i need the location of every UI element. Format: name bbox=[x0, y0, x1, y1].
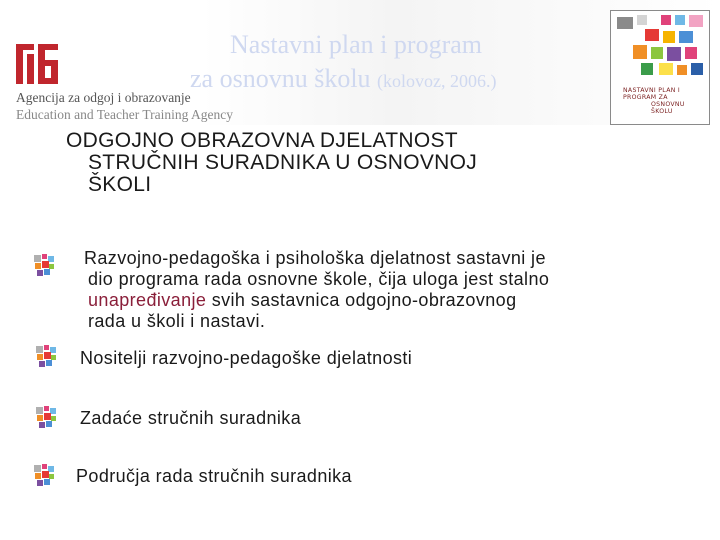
slide-heading-line2: STRUČNIH SURADNIKA U OSNOVNOJ bbox=[88, 151, 478, 174]
agency-name-en: Education and Teacher Training Agency bbox=[16, 107, 234, 122]
program-cover-thumbnail bbox=[610, 10, 710, 125]
program-title-line2 bbox=[190, 64, 497, 94]
bullet-mosaic-icon bbox=[34, 344, 58, 368]
paragraph-line3-rest: svih sastavnica odgojno-obrazovnog bbox=[206, 290, 517, 310]
slide-heading bbox=[66, 130, 626, 196]
agency-name-hr: Agencija za odgoj i obrazovanje bbox=[16, 90, 191, 105]
cover-title bbox=[623, 87, 703, 115]
list-item-podrucja: Područja rada stručnih suradnika bbox=[76, 466, 352, 486]
paragraph-line4: rada u školi i nastavi. bbox=[88, 311, 266, 331]
cover-title-line3: OSNOVNU bbox=[651, 101, 685, 108]
bullet-mosaic-icon bbox=[32, 253, 56, 277]
program-title-date: (kolovoz, 2006.) bbox=[377, 71, 497, 91]
slide-heading-line1: ODGOJNO OBRAZOVNA DJELATNOST bbox=[66, 129, 458, 152]
cover-title-line1: NASTAVNI PLAN I bbox=[623, 87, 681, 94]
cover-title-line2: PROGRAM ZA bbox=[623, 94, 668, 101]
paragraph-line2: dio programa rada osnovne škole, čija uloga jest stalno bbox=[88, 269, 550, 289]
paragraph-line1: Razvojno-pedagoška i psihološka djelatnost sastavni je bbox=[84, 248, 546, 268]
bullet-mosaic-icon bbox=[34, 405, 58, 429]
slide-paragraph bbox=[84, 248, 694, 332]
slide-heading-line3: ŠKOLI bbox=[88, 173, 152, 196]
list-item-nositelji: Nositelji razvojno-pedagoške djelatnosti bbox=[80, 348, 413, 368]
paragraph-line3 bbox=[84, 290, 694, 311]
highlight-unapredivanje: unapređivanje bbox=[88, 290, 207, 310]
bullet-mosaic-icon bbox=[32, 463, 56, 487]
program-title-line1: Nastavni plan i program bbox=[230, 30, 482, 59]
cover-title-line4: ŠKOLU bbox=[651, 108, 673, 115]
agency-logo bbox=[14, 42, 60, 86]
cover-mosaic-image bbox=[611, 11, 711, 81]
list-item-zadace: Zadaće stručnih suradnika bbox=[80, 408, 302, 428]
program-title-main: za osnovnu školu bbox=[190, 64, 371, 93]
